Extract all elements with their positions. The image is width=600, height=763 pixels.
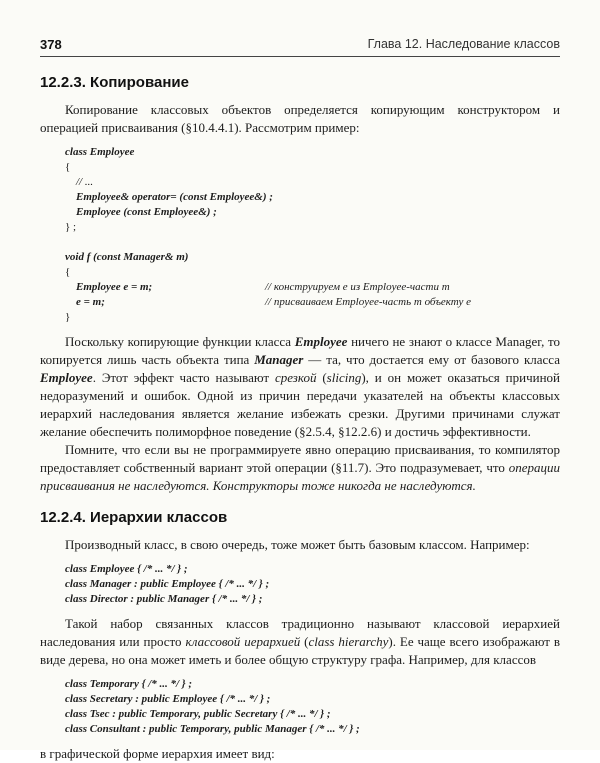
- code-line: class Temporary { /* ... */ } ;: [65, 678, 193, 690]
- code-comment: // конструируем e из Employee-части m: [265, 281, 450, 293]
- text-run: Поскольку копирующие функции класса: [65, 334, 295, 349]
- section-heading-copying: 12.2.3. Копирование: [40, 74, 189, 91]
- code-term: Employee: [40, 370, 93, 385]
- copying-intro: Копирование классовых объектов определяется копирующим конструктором и операцией присваивания (§10.4.4.1). Рассмотрим пример:: [40, 102, 560, 135]
- term: классовой иерархией: [185, 634, 301, 649]
- hierarchy-paragraph: [40, 615, 560, 669]
- text-run: ), и он может оказаться причиной недоразумений и ошибок. Одной из причин передачи указателей на объекты классовых иерархий наследования является желание избежать срезки. Другими причинами служат желание обеспечить полиморфное поведение (§2.5.4, §12.2.6) и достичь эффективности.: [40, 370, 560, 439]
- text-run: ничего не знают о классе Manager, то копируется лишь часть объекта типа: [40, 334, 560, 367]
- code-block-hierarchy: [65, 562, 560, 607]
- code-line: class Secretary : public Employee { /* ... */ } ;: [65, 693, 271, 705]
- code-text: Employee e = m;: [65, 281, 153, 293]
- code-line: class Manager : public Employee { /* ... */ } ;: [65, 578, 270, 590]
- code-line: class Tsec : public Temporary, public Secretary { /* ... */ } ;: [65, 708, 331, 720]
- code-line: class Director : public Manager { /* ... */ } ;: [65, 593, 263, 605]
- code-line: [65, 235, 560, 250]
- code-line: Employee (const Employee&) ;: [65, 206, 217, 218]
- hierarchies-intro: Производный класс, в свою очередь, тоже может быть базовым классом. Например:: [65, 537, 530, 552]
- text-run: (: [316, 370, 327, 385]
- term: class hierarchy: [308, 634, 389, 649]
- chapter-title: Глава 12. Наследование классов: [367, 37, 560, 51]
- assignment-paragraph: [40, 441, 560, 495]
- code-line: class Consultant : public Temporary, public Manager { /* ... */ } ;: [65, 723, 360, 735]
- term: slicing: [326, 370, 362, 385]
- code-term: Manager: [254, 352, 304, 367]
- code-line: class Employee: [65, 146, 135, 158]
- code-line-with-comment: [65, 280, 560, 295]
- code-line: Employee& operator= (const Employee&) ;: [65, 191, 273, 203]
- page-content: [40, 66, 560, 763]
- text-run: (: [300, 634, 309, 649]
- code-line: {: [65, 266, 71, 278]
- code-line: void f (const Manager& m): [65, 251, 189, 263]
- code-line-with-comment: [65, 295, 560, 310]
- text-run: Такой набор связанных классов традиционно называют классовой иерархией наследования или просто: [40, 616, 560, 649]
- code-line: {: [65, 161, 71, 173]
- term: срезкой: [274, 370, 317, 385]
- text-run: ). Ее чаще всего изображают в виде дерева, но она может иметь и более общую структуру графа. Например, для классов: [40, 634, 560, 667]
- page-header: [40, 36, 560, 57]
- code-line: } ;: [65, 221, 77, 233]
- code-term: Employee: [294, 334, 348, 349]
- code-block-graph: [65, 677, 560, 737]
- code-block-copying: [65, 145, 560, 325]
- text-run: . Этот эффект часто называют: [92, 370, 275, 385]
- code-text: e = m;: [65, 296, 105, 308]
- code-line: }: [65, 311, 71, 323]
- code-line: // ...: [65, 176, 94, 188]
- code-line: class Employee { /* ... */ } ;: [65, 563, 188, 575]
- graph-intro: в графической форме иерархия имеет вид:: [40, 746, 275, 761]
- emphasis: операции присваивания не наследуются. Конструкторы тоже никогда не наследуются.: [40, 460, 560, 493]
- page-number: 378: [40, 37, 62, 52]
- text-run: Помните, что если вы не программируете явно операцию присваивания, то компилятор предоставляет собственный вариант этой операции (§11.7). Это подразумевает, что: [40, 442, 560, 475]
- text-run: — та, что достается ему от базового класса: [303, 352, 560, 367]
- slicing-paragraph: [40, 333, 560, 441]
- section-heading-hierarchies: 12.2.4. Иерархии классов: [40, 509, 228, 526]
- code-comment: // присваиваем Employee-часть m объекту e: [265, 296, 471, 308]
